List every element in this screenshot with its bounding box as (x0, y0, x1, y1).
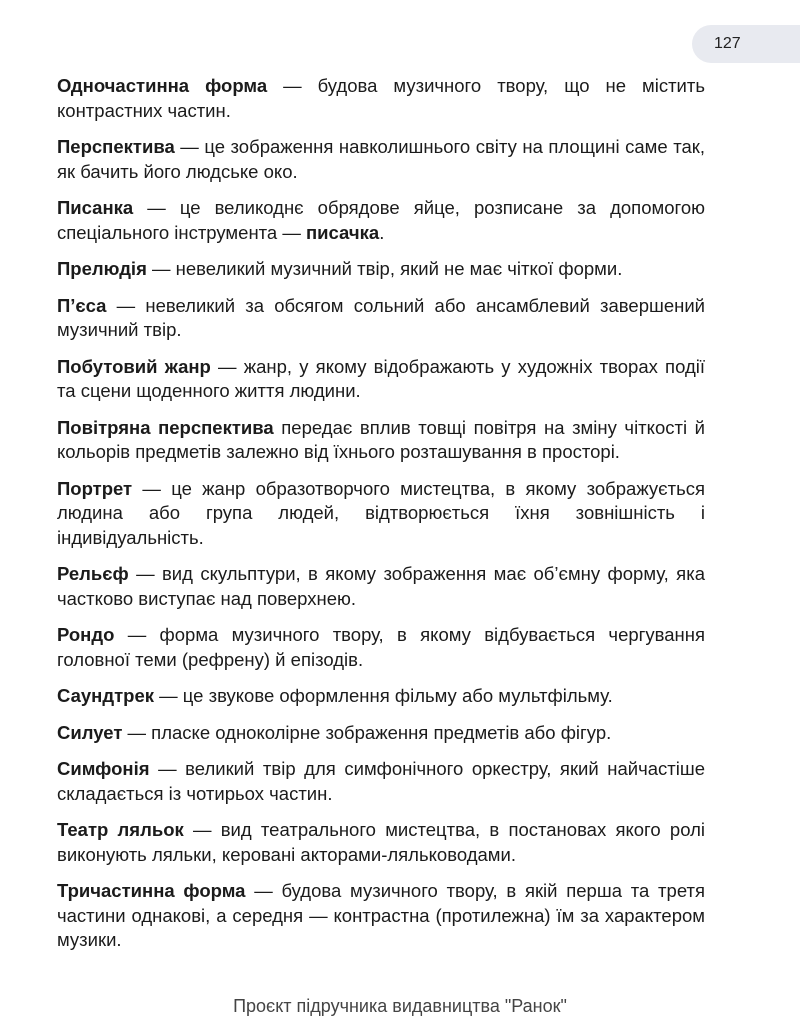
glossary-definition-tail: . (379, 221, 385, 243)
glossary-definition: — великий твір для симфонічного оркестру, який найчастіше складається із чотирьох частин. (57, 758, 705, 804)
glossary-term: Одночастинна форма (57, 75, 268, 96)
glossary-term: Прелюдія (57, 258, 147, 279)
glossary-definition: — будова музичного твору, що не містить контрастних частин. (57, 75, 705, 121)
glossary-definition: — невеликий за обсягом сольний або ансамблевий завершений музичний твір. (57, 294, 705, 340)
glossary-term: Писанка (57, 197, 134, 218)
glossary-definition: — це великоднє обрядове яйце, розписане за допомогою спеціального інструмента — (57, 197, 705, 243)
glossary-term: Саундтрек (57, 685, 154, 706)
glossary-entry (57, 135, 705, 184)
glossary-definition: — жанр, у якому відображають у художніх творах події та сцени щоденного життя людини. (57, 355, 705, 401)
glossary-term: Повітряна перспектива (57, 416, 274, 438)
glossary-entry (57, 74, 705, 123)
glossary-definition: — це зображення навколишнього світу на площині саме так, як бачить його людське око. (57, 136, 705, 182)
glossary-term: Рельєф (57, 563, 129, 584)
glossary-term: Силует (57, 721, 123, 743)
glossary-entry (57, 294, 705, 343)
glossary-entry (57, 623, 705, 672)
glossary-entry (57, 562, 705, 611)
glossary-definition: — пласке одноколірне зображення предметів або фігур. (122, 721, 612, 743)
glossary-definition: передає вплив товщі повітря на зміну чіткості й кольорів предметів залежно від їхнього розташування в просторі. (57, 416, 706, 462)
glossary-term: Рондо (57, 624, 115, 645)
glossary-definition: — вид скульптури, в якому зображення має об’ємну форму, яка частково виступає над поверхнею. (57, 563, 705, 609)
glossary-definition: — вид театрального мистецтва, в постановах якого ролі виконують ляльки, керовані акторами-ляльководами. (57, 819, 705, 865)
glossary-entry (57, 477, 705, 551)
glossary-entry (57, 257, 705, 282)
page-number: 127 (714, 35, 741, 52)
publisher-footer: Проєкт підручника видавництва "Ранок" (233, 996, 567, 1016)
glossary-term: Симфонія (57, 758, 150, 779)
glossary-term: П’єса (57, 294, 107, 316)
glossary-inline-term: писачка (306, 221, 380, 243)
glossary-definition: — невеликий музичний твір, який не має чіткої форми. (146, 258, 623, 279)
glossary-entry (57, 721, 705, 746)
glossary-entry (57, 879, 705, 953)
glossary-entry (57, 416, 705, 465)
glossary-list (57, 74, 705, 965)
glossary-entry (57, 818, 705, 867)
glossary-entry (57, 757, 705, 806)
glossary-definition: — це жанр образотворчого мистецтва, в якому зображується людина або група людей, відтворюється їхня зовнішність і індивідуальність. (57, 477, 705, 548)
page-number-tab (692, 25, 800, 63)
glossary-term: Побутовий жанр (57, 355, 211, 377)
glossary-term: Тричастинна форма (57, 880, 246, 901)
glossary-definition: — будова музичного твору, в якій перша та третя частини однакові, а середня — контрастна (протилежна) їм за характером музики. (57, 880, 705, 950)
glossary-term: Театр ляльок (57, 819, 184, 840)
glossary-entry (57, 355, 705, 404)
glossary-definition: — форма музичного твору, в якому відбувається чергування головної теми (рефрену) й епізодів. (57, 624, 705, 670)
glossary-term: Перспектива (57, 136, 175, 157)
glossary-definition: — це звукове оформлення фільму або мультфільму. (154, 685, 613, 706)
glossary-entry (57, 684, 705, 709)
glossary-term: Портрет (57, 477, 133, 499)
glossary-entry (57, 196, 705, 245)
